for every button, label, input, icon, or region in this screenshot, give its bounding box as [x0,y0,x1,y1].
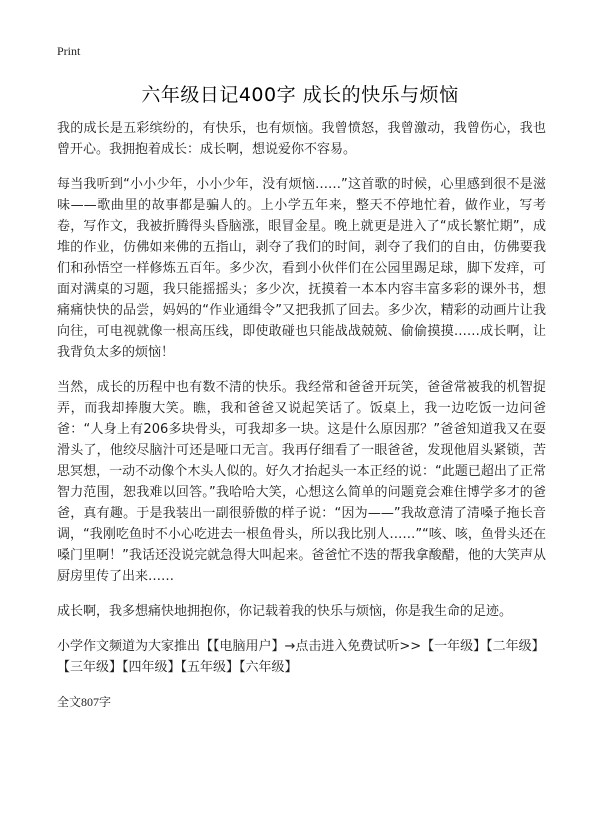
article-title: 六年级日记400字 成长的快乐与烦恼 [141,84,459,106]
promo-links[interactable]: 小学作文频道为大家推出【【电脑用户】→点击进入免费试听>>【一年级】【二年级】【三年级】【四年级】【五年级】【六年级】 [57,639,545,675]
word-count: 全文807字 [57,695,112,709]
article-paragraph-1: 我的成长是五彩缤纷的，有快乐，也有烦恼。我曾愤怒，我曾激动，我曾伤心，我也曾开心。我拥抱着成长：成长啊，想说爱你不容易。 [57,121,546,157]
article-paragraph-3: 当然，成长的历程中也有数不清的快乐。我经常和爸爸开玩笑，爸爸常被我的机智捉弄，而我却捧腹大笑。瞧，我和爸爸又说起笑话了。饭桌上，我一边吃饭一边问爸爸：“人身上有206多块骨头，可我却多一块。这是什么原因那？”爸爸知道我又在耍滑头了，他绞尽脑汁可还是哑口无言。我再仔细看了一眼爸爸，发现他眉头紧锁，苦思冥想，一动不动像个木头人似的。好久才抬起头一本正经的说：“此题已超出了正常智力范围，恕我难以回答。”我哈哈大笑，心想这么简单的问题竟会难住博学多才的爸爸，真有趣。于是我装出一副很骄傲的样子说：“因为——”我故意清了清嗓子拖长音调，“我刚吃鱼时不小心吃进去一根鱼骨头，所以我比别人……”“咳、咳，鱼骨头还在嗓门里啊！”我话还没说完就急得大叫起来。爸爸忙不迭的帮我拿酸醋，他的大笑声从厨房里传了出来…… [57,380,546,584]
article-body [57,118,546,712]
article-paragraph-2: 每当我听到“小小少年，小小少年，没有烦恼……”这首歌的时候，心里感到很不是滋味——歌曲里的故事都是骗人的。上小学五年来，整天不停地忙着，做作业，写考卷，写作文，我被折腾得头昏脑涨，眼冒金星。晚上就更是进入了“成长繁忙期”，成堆的作业，仿佛如来佛的五指山，剥夺了我们的时间，剥夺了我们的自由，仿佛要我们和孙悟空一样修炼五百年。多少次，看到小伙伴们在公园里踢足球，脚下发痒，可面对满桌的习题，我只能摇摇头；多少次，抚摸着一本本内容丰富多彩的课外书，想痛痛快快的品尝，妈妈的“作业通缉令”又把我抓了回去。多少次，精彩的动画片让我向往，可电视就像一根高压线，即使敢碰也只能战战兢兢、偷偷摸摸……成长啊，让我背负太多的烦恼！ [57,177,546,360]
article-paragraph-4: 成长啊，我多想痛快地拥抱你，你记载着我的快乐与烦恼，你是我生命的足迹。 [57,604,513,619]
print-label[interactable]: Print [57,44,81,58]
